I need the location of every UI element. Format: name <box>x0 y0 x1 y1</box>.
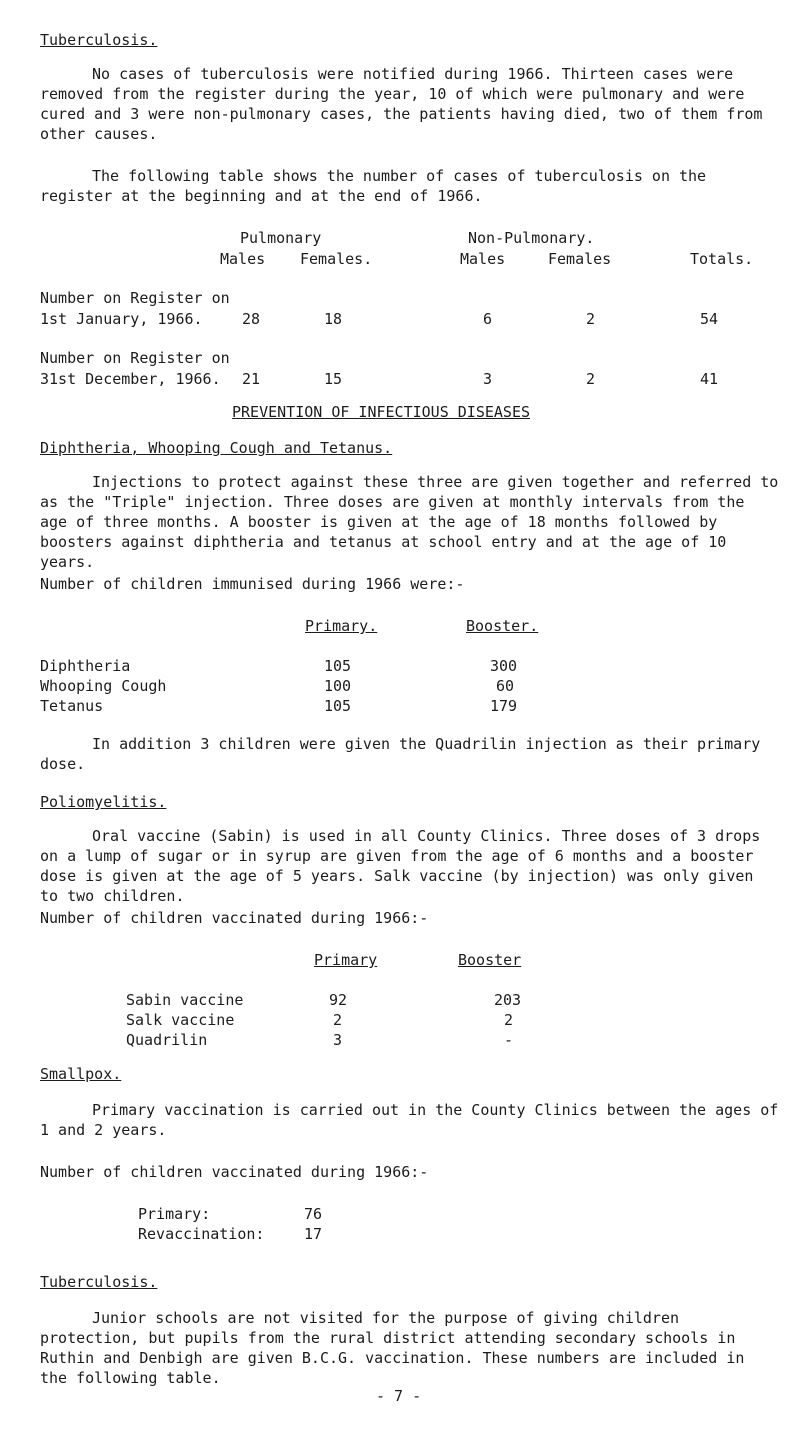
tb-row-label-line2: 31st December, 1966. <box>40 370 221 388</box>
smallpox-paragraph: Primary vaccination is carried out in the County Clinics between the ages of 1 and 2 years. <box>40 1101 779 1139</box>
polio-cell: 92 <box>329 991 348 1009</box>
imm-col-primary: Primary. <box>305 617 378 635</box>
tb-cell: 18 <box>324 310 343 328</box>
polio-row-label: Sabin vaccine <box>126 991 244 1009</box>
vaccinated-intro: Number of children vaccinated during 1966:- <box>40 909 429 927</box>
tb-row-label-line1: Number on Register on <box>40 289 230 307</box>
tb-cell: 2 <box>586 370 596 388</box>
tb-row-label-line2: 1st January, 1966. <box>40 310 203 328</box>
dwt-paragraph: Injections to protect against these three are given together and referred to as the "Triple" injection. Three doses are given at monthly intervals from the age of three months. A booster is given at the age of 18 months followed by boosters against diphtheria and tetanus at school entry and at the age of 10 years. <box>40 473 779 571</box>
imm-row-label: Whooping Cough <box>40 677 167 695</box>
tb-col-females-non-pulmonary: Females <box>548 250 612 268</box>
tb-cell: 54 <box>700 310 719 328</box>
dwt-heading: Diphtheria, Whooping Cough and Tetanus. <box>40 439 393 457</box>
imm-row-label: Tetanus <box>40 697 104 715</box>
polio-cell: - <box>504 1031 514 1049</box>
polio-cell: 203 <box>494 991 522 1009</box>
imm-cell: 179 <box>490 697 518 715</box>
imm-cell: 60 <box>496 677 515 695</box>
poliomyelitis-heading: Poliomyelitis. <box>40 793 167 811</box>
tb-col-males-pulmonary: Males <box>220 250 266 268</box>
tb-cell: 3 <box>483 370 493 388</box>
tb-cell: 28 <box>242 310 261 328</box>
polio-cell: 3 <box>333 1031 343 1049</box>
imm-cell: 100 <box>324 677 352 695</box>
imm-row-label: Diphtheria <box>40 657 131 675</box>
prevention-heading: PREVENTION OF INFECTIOUS DISEASES <box>232 403 531 421</box>
tb-cell: 21 <box>242 370 261 388</box>
tb-cell: 2 <box>586 310 596 328</box>
tb-cell: 15 <box>324 370 343 388</box>
polio-row-label: Quadrilin <box>126 1031 208 1049</box>
tuberculosis-bcg-heading: Tuberculosis. <box>40 1273 158 1291</box>
tuberculosis-paragraph-1: No cases of tuberculosis were notified during 1966. Thirteen cases were removed from the register during the year, 10 of which were pulmonary and were cured and 3 were non-pulmonary cases, the patients having died, two of them from other causes. <box>40 65 763 143</box>
polio-col-booster: Booster <box>458 951 522 969</box>
smallpox-heading: Smallpox. <box>40 1065 122 1083</box>
tb-cell: 6 <box>483 310 493 328</box>
imm-cell: 105 <box>324 657 352 675</box>
tuberculosis-heading: Tuberculosis. <box>40 31 158 49</box>
smallpox-revaccination-value: 17 <box>304 1225 323 1243</box>
page-number: - 7 - <box>376 1387 422 1405</box>
poliomyelitis-paragraph: Oral vaccine (Sabin) is used in all County Clinics. Three doses of 3 drops on a lump of sugar or in syrup are given from the age of 6 months and a booster dose is given at the age of 5 years. Salk vaccine (by injection) was only given to two children. <box>40 827 761 905</box>
polio-row-label: Salk vaccine <box>126 1011 235 1029</box>
tb-col-group-pulmonary: Pulmonary <box>240 229 322 247</box>
tuberculosis-bcg-paragraph: Junior schools are not visited for the purpose of giving children protection, but pupils from the rural district attending secondary schools in Ruthin and Denbigh are given B.C.G. vaccination. These numbers are included in the following table. <box>40 1309 745 1387</box>
quadrilin-paragraph: In addition 3 children were given the Quadrilin injection as their primary dose. <box>40 735 761 773</box>
imm-cell: 300 <box>490 657 518 675</box>
tb-col-group-non-pulmonary: Non-Pulmonary. <box>468 229 595 247</box>
smallpox-intro: Number of children vaccinated during 1966:- <box>40 1163 429 1181</box>
tb-row-label-line1: Number on Register on <box>40 349 230 367</box>
smallpox-revaccination-label: Revaccination: <box>138 1225 265 1243</box>
tb-col-totals: Totals. <box>690 250 754 268</box>
polio-col-primary: Primary <box>314 951 378 969</box>
imm-cell: 105 <box>324 697 352 715</box>
polio-cell: 2 <box>333 1011 343 1029</box>
tuberculosis-paragraph-2: The following table shows the number of cases of tuberculosis on the register at the beginning and at the end of 1966. <box>40 167 707 205</box>
immunised-intro: Number of children immunised during 1966 were:- <box>40 575 465 593</box>
smallpox-primary-label: Primary: <box>138 1205 211 1223</box>
tb-col-females-pulmonary: Females. <box>300 250 373 268</box>
tb-col-males-non-pulmonary: Males <box>460 250 506 268</box>
smallpox-primary-value: 76 <box>304 1205 323 1223</box>
polio-cell: 2 <box>504 1011 514 1029</box>
tb-cell: 41 <box>700 370 719 388</box>
imm-col-booster: Booster. <box>466 617 539 635</box>
